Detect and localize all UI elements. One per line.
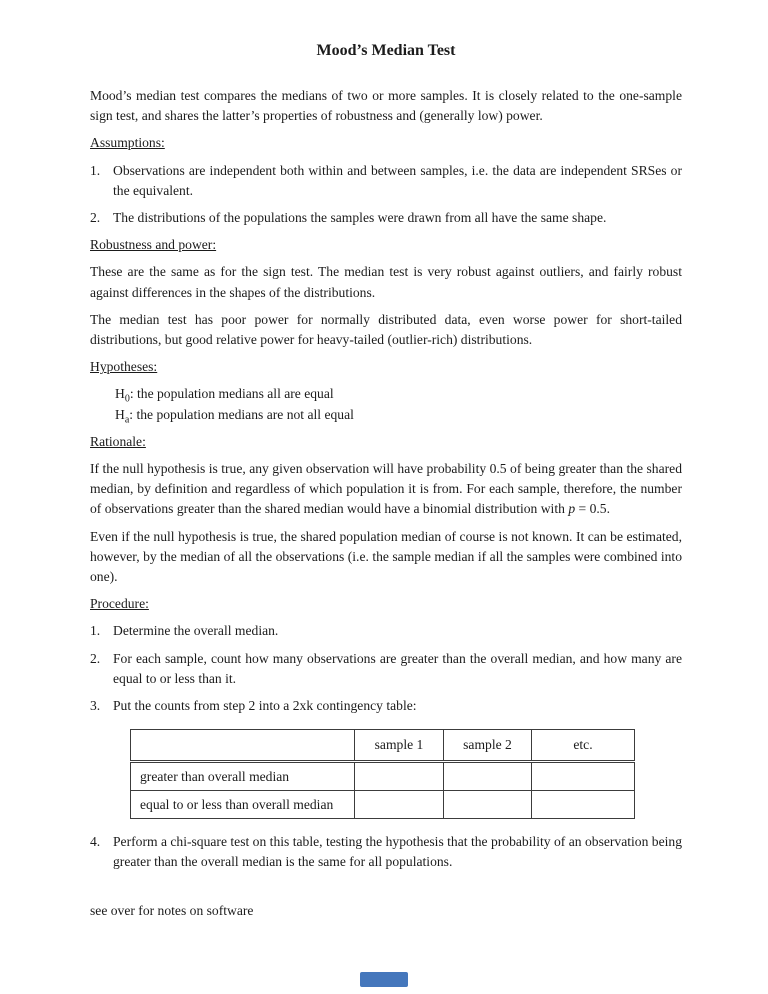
list-text: For each sample, count how many observations are greater than the overall median, and how many are equal to or less than it. bbox=[113, 650, 682, 686]
list-number: 4. bbox=[90, 834, 101, 850]
procedure-item-2 bbox=[90, 649, 682, 689]
procedure-item-4 bbox=[90, 832, 682, 872]
table-cell-empty bbox=[444, 762, 532, 791]
contingency-table bbox=[130, 729, 635, 819]
table-row bbox=[131, 762, 635, 791]
document-page bbox=[90, 40, 682, 921]
corner-cell bbox=[131, 730, 355, 762]
list-text: Perform a chi-square test on this table, testing the hypothesis that the probability of an observation being greater than the overall median is the same for all populations. bbox=[113, 834, 682, 870]
list-text: Put the counts from step 2 into a 2xk contingency table: bbox=[113, 698, 417, 714]
rationale-p1-text: If the null hypothesis is true, any given observation will have probability 0.5 of being greater than the shared median, by definition and regardless of which population it is from. For each sample, therefore, the number of observations greater than the shared median would have a binomial distribution with bbox=[90, 461, 682, 517]
h0-text: : the population medians all are equal bbox=[129, 386, 334, 402]
hypotheses-block bbox=[115, 384, 682, 424]
ha-symbol: H bbox=[115, 406, 125, 422]
procedure-item-3 bbox=[90, 696, 682, 716]
column-header-etc: etc. bbox=[532, 730, 635, 762]
assumptions-item-1 bbox=[90, 161, 682, 201]
row-label-greater: greater than overall median bbox=[131, 762, 355, 791]
null-hypothesis-line bbox=[115, 384, 682, 404]
table-header-row bbox=[131, 730, 635, 762]
p-variable: p bbox=[568, 501, 576, 517]
assumptions-item-2 bbox=[90, 208, 682, 228]
footer-note: see over for notes on software bbox=[90, 902, 254, 918]
h0-subscript: 0 bbox=[124, 394, 130, 406]
list-text: Observations are independent both within and between samples, i.e. the data are independent SRSes or the equivalent. bbox=[113, 162, 682, 198]
alt-hypothesis-line bbox=[115, 405, 682, 425]
table-cell-empty bbox=[444, 791, 532, 819]
hypotheses-heading: Hypotheses: bbox=[90, 359, 158, 375]
ha-subscript: a bbox=[124, 414, 130, 426]
list-number: 3. bbox=[90, 698, 101, 714]
list-number: 1. bbox=[90, 162, 101, 178]
procedure-heading: Procedure: bbox=[90, 596, 149, 612]
column-header-sample-1: sample 1 bbox=[355, 730, 444, 762]
robustness-heading: Robustness and power: bbox=[90, 237, 217, 253]
robustness-paragraph-2: The median test has poor power for normally distributed data, even worse power for short-tailed distributions, but good relative power for heavy-tailed (outlier-rich) distributions. bbox=[90, 311, 682, 348]
intro-paragraph: Mood’s median test compares the medians of two or more samples. It is closely related to the one-sample sign test, and shares the latter’s properties of robustness and (generally low) power. bbox=[90, 88, 682, 124]
column-header-sample-2: sample 2 bbox=[444, 730, 532, 762]
rationale-p1-value: = 0.5. bbox=[575, 501, 610, 517]
table-cell-empty bbox=[355, 762, 444, 791]
h0-symbol: H bbox=[115, 386, 125, 402]
table-row bbox=[131, 791, 635, 819]
contingency-table-wrap bbox=[130, 729, 682, 819]
assumptions-heading: Assumptions: bbox=[90, 135, 165, 151]
row-label-equal-or-less: equal to or less than overall median bbox=[131, 791, 355, 819]
rationale-paragraph-2: Even if the null hypothesis is true, the shared population median of course is not known. It can be estimated, however, by the median of all the observations (i.e. the sample median if all the samples were combined into one). bbox=[90, 528, 682, 585]
procedure-item-1 bbox=[90, 621, 682, 641]
list-text: The distributions of the populations the samples were drawn from all have the same shape. bbox=[113, 210, 607, 226]
table-cell-empty bbox=[532, 762, 635, 791]
table-cell-empty bbox=[532, 791, 635, 819]
rationale-paragraph-1 bbox=[90, 459, 682, 520]
document-title: Mood’s Median Test bbox=[316, 42, 456, 59]
ha-text: : the population medians are not all equal bbox=[129, 406, 354, 422]
list-number: 2. bbox=[90, 650, 101, 666]
list-text: Determine the overall median. bbox=[113, 623, 279, 639]
list-number: 2. bbox=[90, 210, 101, 226]
table-cell-empty bbox=[355, 791, 444, 819]
robustness-paragraph-1: These are the same as for the sign test. The median test is very robust against outliers, and fairly robust against differences in the shapes of the distributions. bbox=[90, 264, 682, 300]
list-number: 1. bbox=[90, 623, 101, 639]
rationale-heading: Rationale: bbox=[90, 433, 146, 449]
bottom-blue-button[interactable] bbox=[360, 972, 408, 987]
